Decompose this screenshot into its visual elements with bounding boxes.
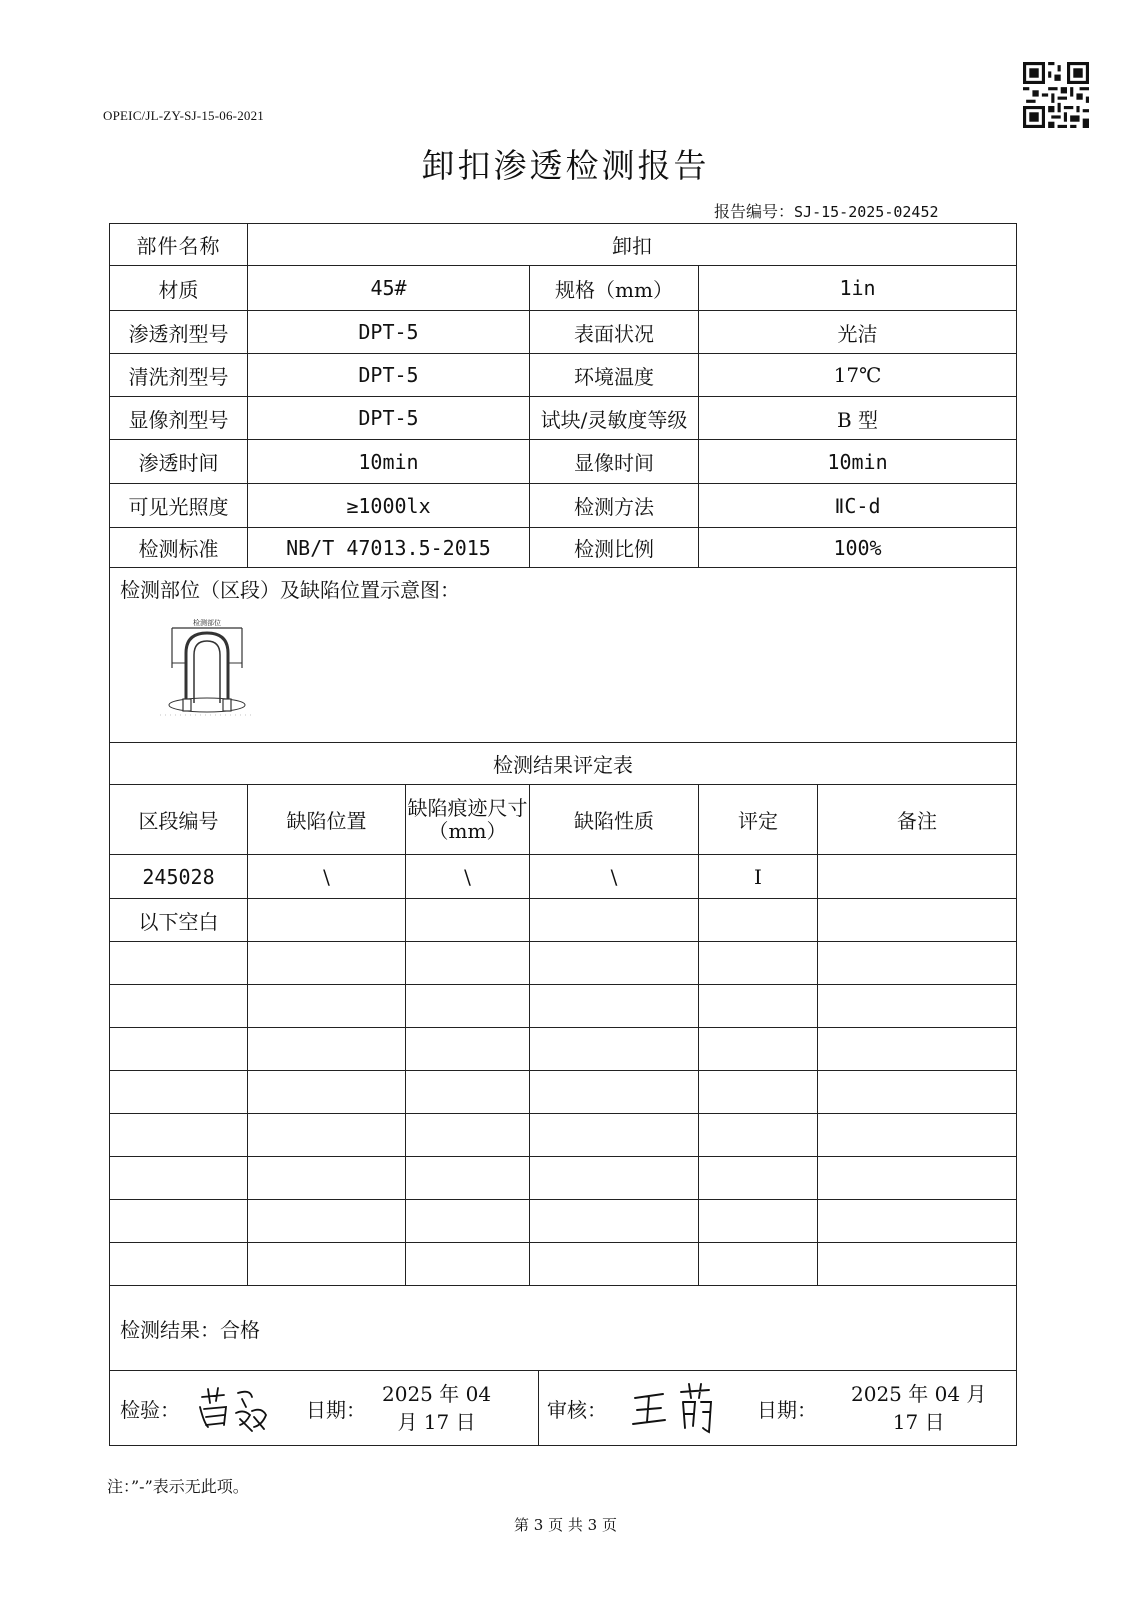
table-cell [406,1243,530,1286]
table-cell [818,899,1017,942]
table-cell [110,1028,248,1071]
info-value: 10min [699,440,1017,484]
reviewer-section [539,1371,1016,1445]
info-label: 清洗剂型号 [110,354,248,397]
report-number [714,199,939,222]
table-cell [818,1071,1017,1114]
review-date-line: 2025 年 04 月 [851,1382,987,1406]
table-cell [530,1200,699,1243]
table-cell [110,1200,248,1243]
inspector-signature [194,1383,284,1433]
page-title: 卸扣渗透检测报告 [421,146,710,185]
inspection-date-line: 月 17 日 [397,1410,476,1434]
info-label: 表面状况 [530,311,699,354]
shackle-diagram [158,613,258,718]
inspection-date-line: 2025 年 04 [382,1382,492,1406]
table-cell [530,1243,699,1286]
info-label: 规格（mm） [530,266,699,311]
footnote: 注：”-”表示无此项。 [107,1477,249,1496]
diagram-title: 检测部位（区段）及缺陷位置示意图： [120,578,460,602]
table-cell [818,1114,1017,1157]
table-row [110,855,1017,899]
table-cell [406,942,530,985]
table-cell [248,1200,406,1243]
table-cell [699,1157,818,1200]
info-label: 显像剂型号 [110,397,248,440]
table-cell: \ [248,855,406,899]
info-value: 1in [699,266,1017,311]
info-value: ⅡC-d [699,484,1017,528]
info-label: 材质 [110,266,248,311]
table-cell [406,1114,530,1157]
table-cell [406,985,530,1028]
table-row [110,985,1017,1028]
inspector-section [110,1371,539,1445]
table-cell [248,1028,406,1071]
table-cell [530,1028,699,1071]
results-table-title: 检测结果评定表 [110,743,1017,785]
table-row [110,899,1017,942]
inspector-label: 检验： [120,1397,180,1422]
table-row [110,1157,1017,1200]
column-header: 缺陷位置 [248,785,406,855]
table-cell [818,1157,1017,1200]
diagram-section [110,568,1017,743]
table-cell [818,985,1017,1028]
table-cell [530,985,699,1028]
report-table [109,223,1017,1446]
table-cell [818,1200,1017,1243]
inspection-date [382,1380,491,1436]
table-cell [406,1200,530,1243]
table-cell [406,1071,530,1114]
inspection-date-label: 日期： [306,1397,366,1422]
page-number: 第 3 页 共 3 页 [514,1516,617,1534]
table-cell [248,1114,406,1157]
info-label: 渗透剂型号 [110,311,248,354]
info-value: DPT-5 [248,354,530,397]
info-label: 检测标准 [110,528,248,568]
table-cell [406,1028,530,1071]
info-label: 渗透时间 [110,440,248,484]
column-header: 区段编号 [110,785,248,855]
info-value: 45# [248,266,530,311]
table-cell [818,1028,1017,1071]
table-row [110,1243,1017,1286]
table-cell [406,899,530,942]
table-cell [818,942,1017,985]
info-value: 17℃ [699,354,1017,397]
table-cell [699,1028,818,1071]
blank-note: 以下空白 [110,899,248,942]
table-cell [530,942,699,985]
inspection-conclusion: 检测结果：合格 [110,1286,1017,1371]
table-cell [110,942,248,985]
table-cell [699,1071,818,1114]
table-cell: \ [406,855,530,899]
report-number-label: 报告编号： [714,202,795,221]
table-cell [110,1071,248,1114]
table-cell [818,1243,1017,1286]
info-value: DPT-5 [248,311,530,354]
table-cell [699,1114,818,1157]
table-cell: I [699,855,818,899]
info-value: 100% [699,528,1017,568]
table-cell [110,1114,248,1157]
info-label: 检测方法 [530,484,699,528]
info-value: DPT-5 [248,397,530,440]
table-cell [248,1243,406,1286]
report-number-value: SJ-15-2025-02452 [794,203,939,221]
info-value: NB/T 47013.5-2015 [248,528,530,568]
table-cell [699,985,818,1028]
table-cell: 245028 [110,855,248,899]
column-header [406,785,530,855]
table-cell [699,942,818,985]
column-header-unit: （mm） [428,818,507,843]
signature-row [110,1371,1017,1446]
reviewer-label: 审核： [547,1397,607,1422]
table-cell [530,1071,699,1114]
review-date-line: 17 日 [892,1410,945,1434]
column-header: 备注 [818,785,1017,855]
document-code: OPEIC/JL-ZY-SJ-15-06-2021 [103,108,264,123]
table-row [110,1200,1017,1243]
column-header: 缺陷性质 [530,785,699,855]
table-cell [530,899,699,942]
table-cell [699,899,818,942]
table-cell [248,985,406,1028]
table-cell [248,1157,406,1200]
info-label: 检测比例 [530,528,699,568]
part-name-value: 卸扣 [248,224,1017,266]
column-header-line: 缺陷痕迹尺寸 [407,795,528,820]
info-label: 环境温度 [530,354,699,397]
info-value: B 型 [699,397,1017,440]
column-header: 评定 [699,785,818,855]
info-value: 10min [248,440,530,484]
table-cell [110,1157,248,1200]
diagram-label: 检测部位 [193,619,221,627]
table-cell [248,1071,406,1114]
table-row [110,942,1017,985]
info-label: 可见光照度 [110,484,248,528]
table-cell [110,985,248,1028]
table-row [110,1114,1017,1157]
table-cell [248,942,406,985]
table-row [110,1028,1017,1071]
part-name-label: 部件名称 [110,224,248,266]
info-value: 光洁 [699,311,1017,354]
review-date-label: 日期： [757,1397,817,1422]
table-cell [699,1243,818,1286]
table-cell [699,1200,818,1243]
info-label: 试块/灵敏度等级 [530,397,699,440]
table-row [110,1071,1017,1114]
qr-code-icon [1023,62,1089,128]
reviewer-signature [629,1380,739,1436]
info-value: ≥1000lx [248,484,530,528]
table-cell [248,899,406,942]
review-date [851,1380,986,1436]
table-cell [530,1114,699,1157]
table-cell: \ [530,855,699,899]
table-cell [110,1243,248,1286]
table-cell [818,855,1017,899]
table-cell [406,1157,530,1200]
table-cell [530,1157,699,1200]
info-label: 显像时间 [530,440,699,484]
